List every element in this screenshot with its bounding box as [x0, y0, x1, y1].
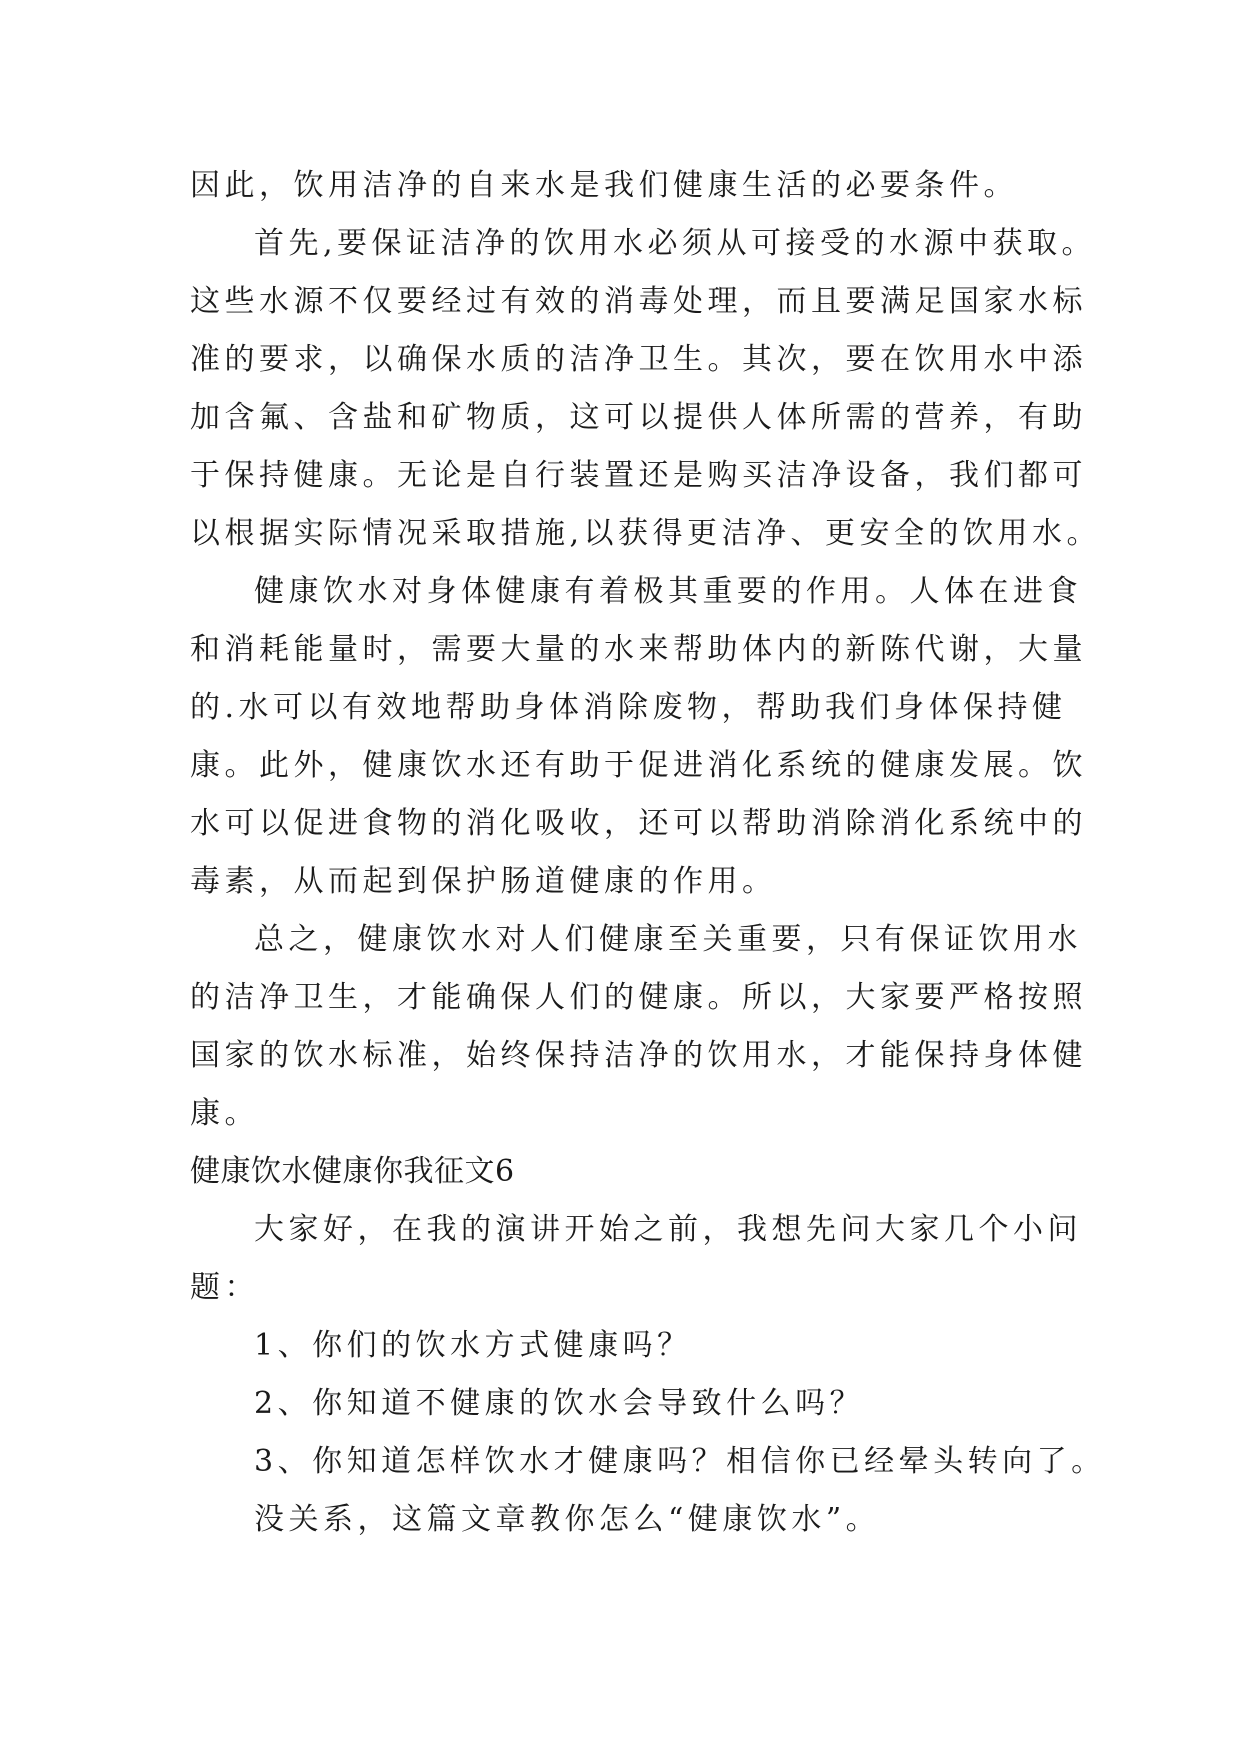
paragraph-line: 毒素，从而起到保护肠道健康的作用。 — [190, 864, 777, 899]
paragraph-line: 康。 — [190, 1096, 259, 1131]
paragraph-line: 这些水源不仅要经过有效的消毒处理，而且要满足国家水标 — [190, 284, 1087, 319]
paragraph-line: 准的要求，以确保水质的洁净卫生。其次，要在饮用水中添 — [190, 342, 1087, 377]
paragraph-line: 大家好，在我的演讲开始之前，我想先问大家几个小问 — [254, 1212, 1082, 1247]
paragraph-line: 水可以促进食物的消化吸收，还可以帮助消除消化系统中的 — [190, 806, 1087, 841]
paragraph-line: 于保持健康。无论是自行装置还是购买洁净设备，我们都可 — [190, 458, 1087, 493]
paragraph-line: 总之，健康饮水对人们健康至关重要，只有保证饮用水 — [254, 922, 1082, 957]
paragraph-line: 健康饮水对身体健康有着极其重要的作用。人体在进食 — [254, 574, 1082, 609]
paragraph-line: 国家的饮水标准，始终保持洁净的饮用水，才能保持身体健 — [190, 1038, 1087, 1073]
paragraph-line: 的.水可以有效地帮助身体消除废物，帮助我们身体保持健 — [190, 690, 1067, 725]
paragraph-line: 因此，饮用洁净的自来水是我们健康生活的必要条件。 — [190, 168, 1018, 203]
paragraph-line: 以根据实际情况采取措施,以获得更洁净、更安全的饮用水。 — [190, 516, 1102, 551]
question-item: 1、你们的饮水方式健康吗？ — [254, 1328, 692, 1363]
paragraph-line: 和消耗能量时，需要大量的水来帮助体内的新陈代谢，大量 — [190, 632, 1087, 667]
paragraph-line: 首先,要保证洁净的饮用水必须从可接受的水源中获取。 — [254, 226, 1097, 261]
paragraph-line: 没关系，这篇文章教你怎么“健康饮水”。 — [254, 1502, 881, 1537]
paragraph-line: 加含氟、含盐和矿物质，这可以提供人体所需的营养，有助 — [190, 400, 1087, 435]
question-item: 3、你知道怎样饮水才健康吗？相信你已经晕头转向了。 — [254, 1444, 1106, 1479]
paragraph-line: 康。此外，健康饮水还有助于促进消化系统的健康发展。饮 — [190, 748, 1087, 783]
paragraph-line: 的洁净卫生，才能确保人们的健康。所以，大家要严格按照 — [190, 980, 1087, 1015]
section-heading: 健康饮水健康你我征文6 — [190, 1154, 515, 1189]
paragraph-line: 题： — [190, 1270, 259, 1305]
question-item: 2、你知道不健康的饮水会导致什么吗？ — [254, 1386, 865, 1421]
